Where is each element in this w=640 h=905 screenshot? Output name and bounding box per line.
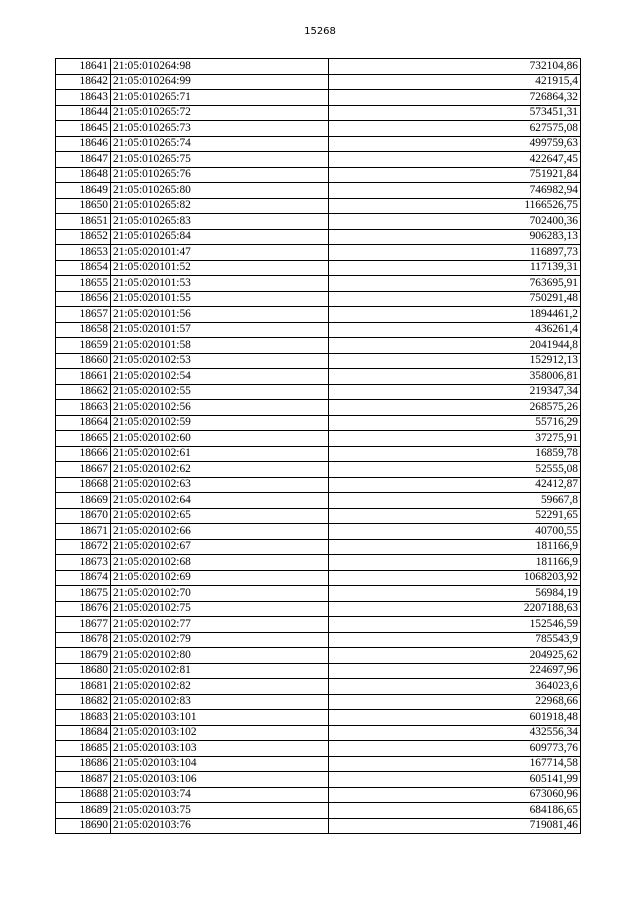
value-cell: 1166526,75 — [329, 198, 581, 214]
value-cell: 719081,46 — [329, 818, 581, 834]
row-number-cell: 18662 — [56, 384, 111, 400]
value-cell: 219347,34 — [329, 384, 581, 400]
table-row — [56, 338, 581, 354]
table-row — [56, 322, 581, 338]
table-row — [56, 59, 581, 75]
value-cell: 702400,36 — [329, 214, 581, 230]
table-row — [56, 183, 581, 199]
row-number-cell: 18678 — [56, 632, 111, 648]
row-number-cell: 18666 — [56, 446, 111, 462]
row-number-cell: 18642 — [56, 74, 111, 90]
table-row — [56, 725, 581, 741]
table-row — [56, 198, 581, 214]
value-cell: 224697,96 — [329, 663, 581, 679]
cadastral-number-cell: 21:05:020103:76 — [111, 818, 329, 834]
row-number-cell: 18688 — [56, 787, 111, 803]
value-cell: 763695,91 — [329, 276, 581, 292]
row-number-cell: 18664 — [56, 415, 111, 431]
row-number-cell: 18656 — [56, 291, 111, 307]
row-number-cell: 18648 — [56, 167, 111, 183]
table-row — [56, 710, 581, 726]
row-number-cell: 18644 — [56, 105, 111, 121]
cadastral-number-cell: 21:05:010265:82 — [111, 198, 329, 214]
table-row — [56, 276, 581, 292]
value-cell: 673060,96 — [329, 787, 581, 803]
row-number-cell: 18645 — [56, 121, 111, 137]
table-row — [56, 245, 581, 261]
row-number-cell: 18681 — [56, 679, 111, 695]
value-cell: 906283,13 — [329, 229, 581, 245]
value-cell: 421915,4 — [329, 74, 581, 90]
row-number-cell: 18661 — [56, 369, 111, 385]
cadastral-number-cell: 21:05:020102:70 — [111, 586, 329, 602]
row-number-cell: 18652 — [56, 229, 111, 245]
cadastral-number-cell: 21:05:020102:56 — [111, 400, 329, 416]
table-row — [56, 617, 581, 633]
table-row — [56, 539, 581, 555]
value-cell: 1894461,2 — [329, 307, 581, 323]
table-body — [56, 59, 581, 834]
cadastral-number-cell: 21:05:010265:73 — [111, 121, 329, 137]
cadastral-number-cell: 21:05:020102:64 — [111, 493, 329, 509]
value-cell: 609773,76 — [329, 741, 581, 757]
cadastral-number-cell: 21:05:020103:106 — [111, 772, 329, 788]
row-number-cell: 18682 — [56, 694, 111, 710]
row-number-cell: 18649 — [56, 183, 111, 199]
cadastral-number-cell: 21:05:020103:74 — [111, 787, 329, 803]
value-cell: 726864,32 — [329, 90, 581, 106]
cadastral-number-cell: 21:05:020102:82 — [111, 679, 329, 695]
value-cell: 22968,66 — [329, 694, 581, 710]
table-row — [56, 446, 581, 462]
cadastral-number-cell: 21:05:020101:52 — [111, 260, 329, 276]
value-cell: 751921,84 — [329, 167, 581, 183]
table-row — [56, 679, 581, 695]
table-row — [56, 74, 581, 90]
cadastral-number-cell: 21:05:020102:69 — [111, 570, 329, 586]
value-cell: 2041944,8 — [329, 338, 581, 354]
table-row — [56, 229, 581, 245]
table-row — [56, 121, 581, 137]
table-row — [56, 787, 581, 803]
row-number-cell: 18669 — [56, 493, 111, 509]
table-row — [56, 214, 581, 230]
cadastral-number-cell: 21:05:010265:84 — [111, 229, 329, 245]
cadastral-number-cell: 21:05:020102:81 — [111, 663, 329, 679]
table-row — [56, 353, 581, 369]
value-cell: 37275,91 — [329, 431, 581, 447]
row-number-cell: 18647 — [56, 152, 111, 168]
row-number-cell: 18660 — [56, 353, 111, 369]
row-number-cell: 18665 — [56, 431, 111, 447]
cadastral-number-cell: 21:05:020101:57 — [111, 322, 329, 338]
value-cell: 40700,55 — [329, 524, 581, 540]
row-number-cell: 18673 — [56, 555, 111, 571]
table-row — [56, 462, 581, 478]
table-row — [56, 632, 581, 648]
cadastral-number-cell: 21:05:020102:83 — [111, 694, 329, 710]
row-number-cell: 18655 — [56, 276, 111, 292]
value-cell: 1068203,92 — [329, 570, 581, 586]
cadastral-number-cell: 21:05:020103:104 — [111, 756, 329, 772]
cadastral-number-cell: 21:05:010265:72 — [111, 105, 329, 121]
value-cell: 684186,65 — [329, 803, 581, 819]
table-row — [56, 756, 581, 772]
row-number-cell: 18685 — [56, 741, 111, 757]
row-number-cell: 18670 — [56, 508, 111, 524]
cadastral-number-cell: 21:05:020102:67 — [111, 539, 329, 555]
table-row — [56, 384, 581, 400]
row-number-cell: 18654 — [56, 260, 111, 276]
cadastral-number-cell: 21:05:020102:54 — [111, 369, 329, 385]
row-number-cell: 18686 — [56, 756, 111, 772]
table-row — [56, 803, 581, 819]
cadastral-number-cell: 21:05:010264:99 — [111, 74, 329, 90]
cadastral-number-cell: 21:05:020101:55 — [111, 291, 329, 307]
table-row — [56, 772, 581, 788]
value-cell: 364023,6 — [329, 679, 581, 695]
value-cell: 59667,8 — [329, 493, 581, 509]
value-cell: 52555,08 — [329, 462, 581, 478]
table-row — [56, 586, 581, 602]
row-number-cell: 18659 — [56, 338, 111, 354]
cadastral-number-cell: 21:05:020103:103 — [111, 741, 329, 757]
value-cell: 732104,86 — [329, 59, 581, 75]
row-number-cell: 18683 — [56, 710, 111, 726]
cadastral-number-cell: 21:05:020102:79 — [111, 632, 329, 648]
row-number-cell: 18653 — [56, 245, 111, 261]
cadastral-number-cell: 21:05:020102:59 — [111, 415, 329, 431]
row-number-cell: 18651 — [56, 214, 111, 230]
value-cell: 750291,48 — [329, 291, 581, 307]
row-number-cell: 18680 — [56, 663, 111, 679]
cadastral-table — [55, 58, 581, 834]
cadastral-number-cell: 21:05:020101:56 — [111, 307, 329, 323]
cadastral-number-cell: 21:05:020102:65 — [111, 508, 329, 524]
table-row — [56, 105, 581, 121]
table-row — [56, 400, 581, 416]
cadastral-number-cell: 21:05:010265:83 — [111, 214, 329, 230]
cadastral-number-cell: 21:05:010265:75 — [111, 152, 329, 168]
value-cell: 42412,87 — [329, 477, 581, 493]
value-cell: 746982,94 — [329, 183, 581, 199]
table-row — [56, 741, 581, 757]
value-cell: 181166,9 — [329, 555, 581, 571]
cadastral-number-cell: 21:05:020102:75 — [111, 601, 329, 617]
table-row — [56, 648, 581, 664]
row-number-cell: 18643 — [56, 90, 111, 106]
table-row — [56, 260, 581, 276]
row-number-cell: 18668 — [56, 477, 111, 493]
value-cell: 16859,78 — [329, 446, 581, 462]
row-number-cell: 18658 — [56, 322, 111, 338]
cadastral-number-cell: 21:05:020103:101 — [111, 710, 329, 726]
table-row — [56, 90, 581, 106]
table-row — [56, 477, 581, 493]
page-number: 15268 — [304, 26, 336, 37]
row-number-cell: 18657 — [56, 307, 111, 323]
row-number-cell: 18677 — [56, 617, 111, 633]
value-cell: 432556,34 — [329, 725, 581, 741]
table-row — [56, 694, 581, 710]
table-row — [56, 307, 581, 323]
row-number-cell: 18690 — [56, 818, 111, 834]
table-row — [56, 136, 581, 152]
table-row — [56, 818, 581, 834]
value-cell: 436261,4 — [329, 322, 581, 338]
value-cell: 499759,63 — [329, 136, 581, 152]
value-cell: 117139,31 — [329, 260, 581, 276]
table-row — [56, 152, 581, 168]
cadastral-number-cell: 21:05:010265:80 — [111, 183, 329, 199]
row-number-cell: 18671 — [56, 524, 111, 540]
value-cell: 181166,9 — [329, 539, 581, 555]
table-row — [56, 508, 581, 524]
row-number-cell: 18689 — [56, 803, 111, 819]
cadastral-number-cell: 21:05:010265:74 — [111, 136, 329, 152]
cadastral-number-cell: 21:05:010265:76 — [111, 167, 329, 183]
value-cell: 167714,58 — [329, 756, 581, 772]
cadastral-number-cell: 21:05:020101:47 — [111, 245, 329, 261]
cadastral-number-cell: 21:05:020101:53 — [111, 276, 329, 292]
table-row — [56, 431, 581, 447]
cadastral-number-cell: 21:05:020102:61 — [111, 446, 329, 462]
table-row — [56, 167, 581, 183]
cadastral-number-cell: 21:05:020103:75 — [111, 803, 329, 819]
row-number-cell: 18674 — [56, 570, 111, 586]
table-row — [56, 415, 581, 431]
value-cell: 152912,13 — [329, 353, 581, 369]
row-number-cell: 18679 — [56, 648, 111, 664]
row-number-cell: 18646 — [56, 136, 111, 152]
value-cell: 55716,29 — [329, 415, 581, 431]
cadastral-number-cell: 21:05:010264:98 — [111, 59, 329, 75]
cadastral-number-cell: 21:05:020101:58 — [111, 338, 329, 354]
value-cell: 358006,81 — [329, 369, 581, 385]
value-cell: 52291,65 — [329, 508, 581, 524]
table-row — [56, 369, 581, 385]
table-row — [56, 601, 581, 617]
value-cell: 627575,08 — [329, 121, 581, 137]
table-row — [56, 291, 581, 307]
value-cell: 2207188,63 — [329, 601, 581, 617]
row-number-cell: 18684 — [56, 725, 111, 741]
cadastral-number-cell: 21:05:020102:62 — [111, 462, 329, 478]
value-cell: 785543,9 — [329, 632, 581, 648]
row-number-cell: 18667 — [56, 462, 111, 478]
cadastral-number-cell: 21:05:020102:68 — [111, 555, 329, 571]
value-cell: 56984,19 — [329, 586, 581, 602]
table-row — [56, 524, 581, 540]
value-cell: 601918,48 — [329, 710, 581, 726]
cadastral-number-cell: 21:05:020103:102 — [111, 725, 329, 741]
value-cell: 116897,73 — [329, 245, 581, 261]
row-number-cell: 18663 — [56, 400, 111, 416]
value-cell: 605141,99 — [329, 772, 581, 788]
table-row — [56, 663, 581, 679]
value-cell: 422647,45 — [329, 152, 581, 168]
table-row — [56, 570, 581, 586]
cadastral-number-cell: 21:05:020102:60 — [111, 431, 329, 447]
value-cell: 268575,26 — [329, 400, 581, 416]
table-row — [56, 493, 581, 509]
cadastral-number-cell: 21:05:020102:77 — [111, 617, 329, 633]
cadastral-number-cell: 21:05:020102:53 — [111, 353, 329, 369]
row-number-cell: 18687 — [56, 772, 111, 788]
cadastral-number-cell: 21:05:020102:66 — [111, 524, 329, 540]
value-cell: 573451,31 — [329, 105, 581, 121]
row-number-cell: 18650 — [56, 198, 111, 214]
cadastral-number-cell: 21:05:020102:55 — [111, 384, 329, 400]
row-number-cell: 18675 — [56, 586, 111, 602]
table-row — [56, 555, 581, 571]
value-cell: 204925,62 — [329, 648, 581, 664]
row-number-cell: 18672 — [56, 539, 111, 555]
row-number-cell: 18676 — [56, 601, 111, 617]
cadastral-number-cell: 21:05:010265:71 — [111, 90, 329, 106]
value-cell: 152546,59 — [329, 617, 581, 633]
cadastral-number-cell: 21:05:020102:63 — [111, 477, 329, 493]
row-number-cell: 18641 — [56, 59, 111, 75]
cadastral-number-cell: 21:05:020102:80 — [111, 648, 329, 664]
